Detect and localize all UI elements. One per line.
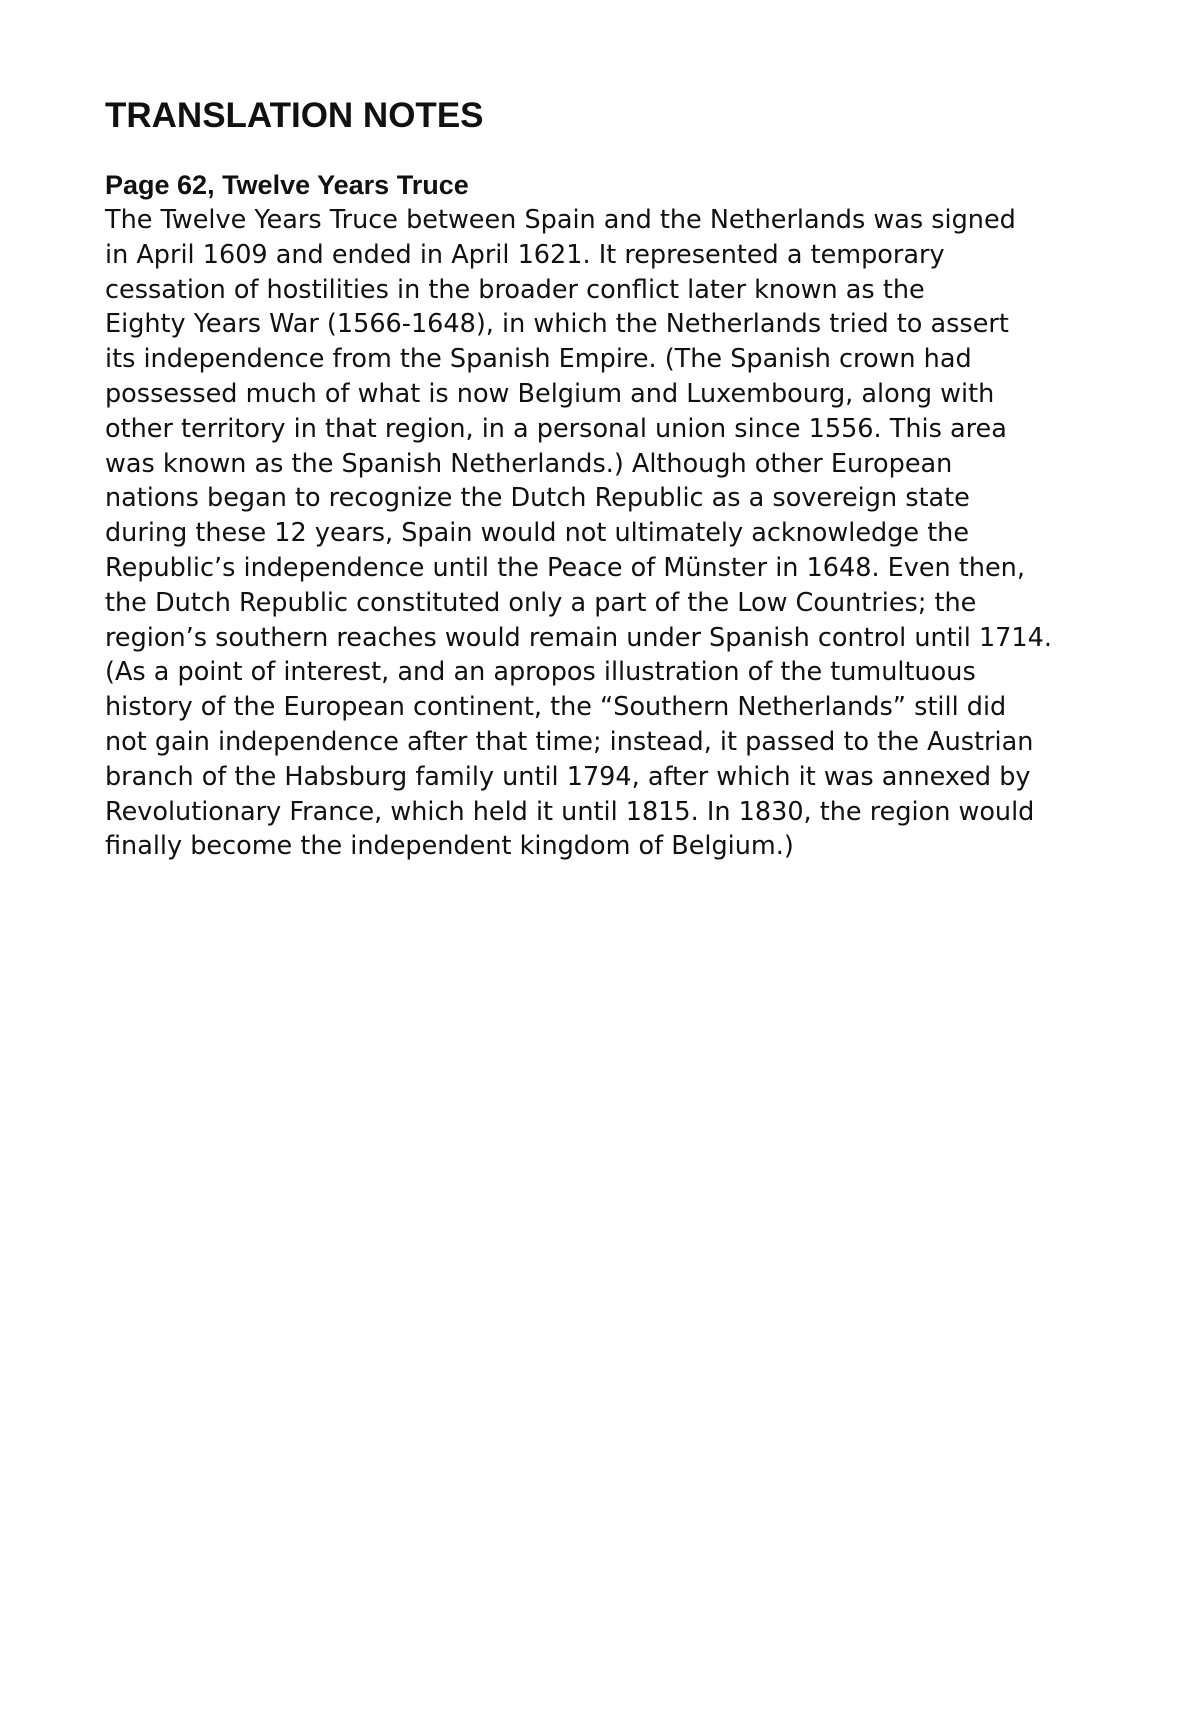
note-line: other territory in that region, in a personal union since 1556. This area bbox=[105, 413, 1007, 444]
page-title: TRANSLATION NOTES bbox=[105, 96, 484, 135]
note-line: its independence from the Spanish Empire. (The Spanish crown had bbox=[105, 344, 972, 375]
note-body bbox=[105, 203, 1105, 864]
note-line: Republic’s independence until the Peace of Münster in 1648. Even then, bbox=[105, 552, 1025, 583]
note-line: (As a point of interest, and an apropos illustration of the tumultuous bbox=[105, 657, 976, 688]
note-line: during these 12 years, Spain would not ultimately acknowledge the bbox=[105, 518, 970, 549]
note-line: nations began to recognize the Dutch Republic as a sovereign state bbox=[105, 483, 970, 514]
note-line: Eighty Years War (1566-1648), in which the Netherlands tried to assert bbox=[105, 309, 1009, 340]
note-line: finally become the independent kingdom of Belgium.) bbox=[105, 831, 794, 862]
note-heading: Page 62, Twelve Years Truce bbox=[105, 170, 469, 200]
note-line: The Twelve Years Truce between Spain and the Netherlands was signed bbox=[105, 205, 1016, 235]
note-line: branch of the Habsburg family until 1794, after which it was annexed by bbox=[105, 761, 1031, 792]
note-line: was known as the Spanish Netherlands.) Although other European bbox=[105, 448, 953, 479]
page-content bbox=[105, 94, 1105, 864]
note-line: possessed much of what is now Belgium and Luxembourg, along with bbox=[105, 378, 995, 409]
note-line: in April 1609 and ended in April 1621. It represented a temporary bbox=[105, 239, 945, 270]
note-line: not gain independence after that time; instead, it passed to the Austrian bbox=[105, 726, 1034, 757]
note-line: cessation of hostilities in the broader conflict later known as the bbox=[105, 274, 925, 305]
note-line: Revolutionary France, which held it until 1815. In 1830, the region would bbox=[105, 796, 1035, 827]
note-line: the Dutch Republic constituted only a part of the Low Countries; the bbox=[105, 587, 977, 618]
note-line: history of the European continent, the “Southern Netherlands” still did bbox=[105, 692, 1007, 723]
note-line: region’s southern reaches would remain under Spanish control until 1714. bbox=[105, 622, 1052, 653]
